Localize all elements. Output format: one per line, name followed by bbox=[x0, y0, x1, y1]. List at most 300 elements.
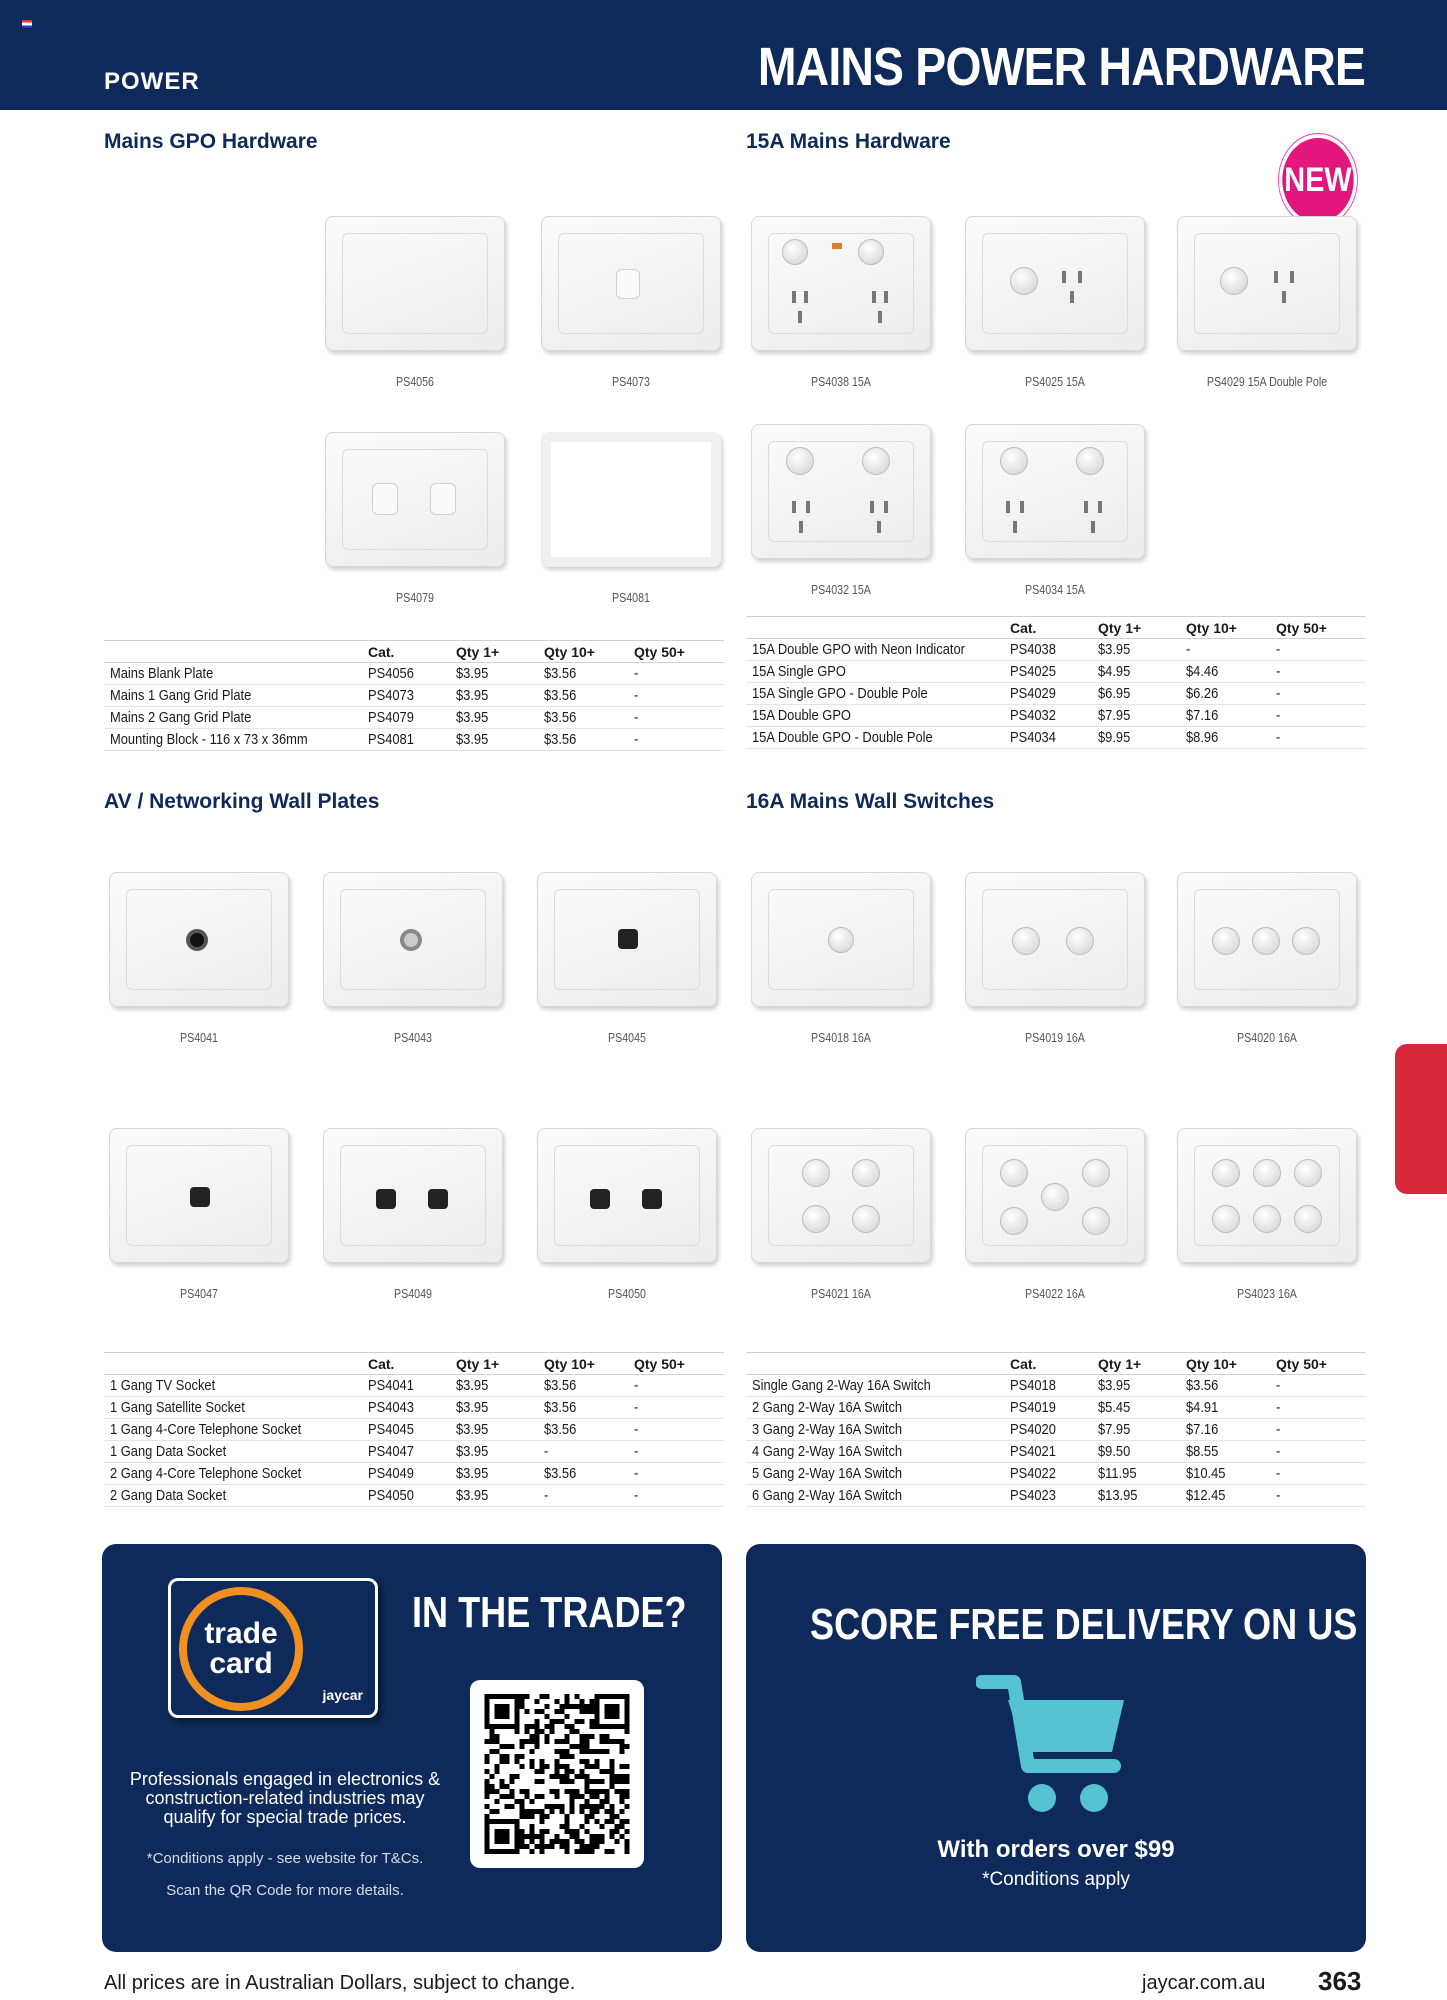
cell-qty1 bbox=[456, 1397, 544, 1419]
col-header-qty1: Qty 1+ bbox=[456, 1353, 544, 1375]
cell-text-cat: PS4018 bbox=[1010, 1377, 1056, 1394]
cell-text-cat: PS4050 bbox=[368, 1487, 414, 1504]
cell-text-qty1: $3.95 bbox=[456, 1465, 489, 1482]
cell-text-cat: PS4056 bbox=[368, 665, 414, 682]
table-row bbox=[746, 727, 1366, 749]
cell-desc bbox=[746, 1375, 1010, 1397]
cell-desc bbox=[104, 1397, 368, 1419]
price-disclaimer: All prices are in Australian Dollars, subject to change. bbox=[104, 1972, 576, 1994]
cell-text-qty10: - bbox=[544, 1443, 549, 1460]
cell-cat bbox=[1010, 1463, 1098, 1485]
cell-qty50 bbox=[634, 685, 724, 707]
cell-cat bbox=[368, 1397, 456, 1419]
cell-qty1 bbox=[456, 1375, 544, 1397]
cell-text-desc: 4 Gang 2-Way 16A Switch bbox=[752, 1443, 903, 1460]
table-row bbox=[746, 705, 1366, 727]
table-row bbox=[746, 683, 1366, 705]
cell-qty1 bbox=[1098, 727, 1186, 749]
cell-qty1 bbox=[456, 1485, 544, 1507]
cell-qty1 bbox=[1098, 661, 1186, 683]
cell-qty10 bbox=[1186, 683, 1276, 705]
product-code: PS4045 bbox=[608, 1030, 646, 1045]
cell-qty50 bbox=[1276, 1419, 1366, 1441]
cell-text-qty50: - bbox=[1276, 685, 1281, 702]
col-header-cat: Cat. bbox=[1010, 1353, 1098, 1375]
cell-qty50 bbox=[634, 1375, 724, 1397]
cell-text-qty50: - bbox=[1276, 707, 1281, 724]
cell-text-qty50: - bbox=[1276, 1487, 1281, 1504]
cell-text-qty50: - bbox=[1276, 663, 1281, 680]
cell-text-qty1: $3.95 bbox=[1098, 1377, 1131, 1394]
cell-qty1 bbox=[1098, 1397, 1186, 1419]
shopping-cart-icon bbox=[976, 1674, 1136, 1824]
cell-text-cat: PS4047 bbox=[368, 1443, 414, 1460]
cell-qty50 bbox=[634, 1441, 724, 1463]
product-code: PS4021 16A bbox=[811, 1286, 871, 1301]
cell-cat bbox=[1010, 1375, 1098, 1397]
six-gang-switch-image bbox=[1177, 1128, 1357, 1263]
cell-cat bbox=[368, 685, 456, 707]
cell-qty50 bbox=[1276, 1463, 1366, 1485]
table-row bbox=[746, 1485, 1366, 1507]
product-ps4018[interactable] bbox=[746, 872, 936, 1052]
product-ps4032[interactable] bbox=[746, 424, 936, 604]
cell-qty1 bbox=[1098, 1419, 1186, 1441]
trade-card-logo bbox=[168, 1578, 378, 1718]
table-row bbox=[746, 1419, 1366, 1441]
product-ps4020[interactable] bbox=[1172, 872, 1362, 1052]
cell-cat bbox=[1010, 661, 1098, 683]
cell-text-qty10: $12.45 bbox=[1186, 1487, 1226, 1504]
cell-text-qty10: $3.56 bbox=[1186, 1377, 1219, 1394]
cell-qty50 bbox=[1276, 705, 1366, 727]
cell-text-cat: PS4073 bbox=[368, 687, 414, 704]
product-code: PS4056 bbox=[396, 374, 434, 389]
col-header-cat: Cat. bbox=[368, 1353, 456, 1375]
trade-promo-panel[interactable] bbox=[102, 1544, 722, 1952]
cell-text-qty50: - bbox=[634, 1377, 639, 1394]
cell-text-qty10: $3.56 bbox=[544, 709, 577, 726]
product-ps4022[interactable] bbox=[960, 1128, 1150, 1308]
cell-text-cat: PS4029 bbox=[1010, 685, 1056, 702]
qr-code-icon bbox=[484, 1694, 630, 1854]
cell-text-qty1: $3.95 bbox=[456, 1443, 489, 1460]
cell-qty10 bbox=[1186, 1463, 1276, 1485]
cell-qty10 bbox=[544, 1419, 634, 1441]
three-gang-switch-image bbox=[1177, 872, 1357, 1007]
product-ps4073[interactable] bbox=[536, 216, 726, 396]
cell-qty1 bbox=[456, 1463, 544, 1485]
cell-cat bbox=[1010, 1441, 1098, 1463]
cell-qty10 bbox=[1186, 1485, 1276, 1507]
product-code: PS4020 16A bbox=[1237, 1030, 1297, 1045]
col-header-qty1: Qty 1+ bbox=[1098, 1353, 1186, 1375]
product-code: PS4034 15A bbox=[1025, 582, 1085, 597]
cell-text-cat: PS4019 bbox=[1010, 1399, 1056, 1416]
product-ps4081[interactable] bbox=[536, 432, 726, 612]
cell-qty50 bbox=[634, 707, 724, 729]
product-ps4029[interactable] bbox=[1172, 216, 1362, 396]
qr-code[interactable] bbox=[470, 1680, 644, 1868]
product-ps4019[interactable] bbox=[960, 872, 1150, 1052]
cell-text-qty10: $3.56 bbox=[544, 1421, 577, 1438]
page-number: 363 bbox=[1318, 1966, 1362, 1996]
tv-socket-image bbox=[109, 872, 289, 1007]
product-code: PS4029 15A Double Pole bbox=[1206, 374, 1328, 389]
cell-text-qty10: $3.56 bbox=[544, 665, 577, 682]
trade-card-line1: trade bbox=[204, 1617, 278, 1650]
cell-desc bbox=[746, 1441, 1010, 1463]
product-ps4056[interactable] bbox=[320, 216, 510, 396]
cell-cat bbox=[368, 663, 456, 685]
cell-qty50 bbox=[1276, 1375, 1366, 1397]
cell-qty1 bbox=[456, 1441, 544, 1463]
cell-qty10 bbox=[544, 1463, 634, 1485]
cell-qty1 bbox=[456, 729, 544, 751]
cell-cat bbox=[1010, 1485, 1098, 1507]
table-row bbox=[104, 685, 724, 707]
cell-cat bbox=[368, 729, 456, 751]
cell-text-desc: 15A Double GPO bbox=[752, 707, 851, 724]
website-link[interactable]: jaycar.com.au bbox=[1142, 1972, 1266, 1994]
col-header-qty50: Qty 50+ bbox=[634, 641, 724, 663]
cell-text-qty1: $3.95 bbox=[456, 1399, 489, 1416]
col-header-cat: Cat. bbox=[1010, 617, 1098, 639]
cell-text-qty50: - bbox=[1276, 729, 1281, 746]
cell-qty1 bbox=[1098, 683, 1186, 705]
cell-desc bbox=[104, 1375, 368, 1397]
cell-text-qty1: $9.50 bbox=[1098, 1443, 1131, 1460]
cell-text-qty1: $11.95 bbox=[1098, 1465, 1137, 1482]
cell-text-qty10: $4.91 bbox=[1186, 1399, 1219, 1416]
trade-card-brand: jaycar bbox=[322, 1687, 363, 1703]
trade-promo-scan: Scan the QR Code for more details. bbox=[166, 1882, 404, 1899]
cell-text-cat: PS4043 bbox=[368, 1399, 414, 1416]
section-title-av: AV / Networking Wall Plates bbox=[104, 790, 380, 813]
product-ps4079[interactable] bbox=[320, 432, 510, 612]
product-code: PS4079 bbox=[396, 590, 434, 605]
cell-text-qty50: - bbox=[634, 1421, 639, 1438]
cell-cat bbox=[368, 1441, 456, 1463]
trade-card-line2: card bbox=[209, 1647, 273, 1680]
cell-text-desc: 15A Double GPO - Double Pole bbox=[752, 729, 933, 746]
gpo-price-table bbox=[104, 640, 724, 751]
cell-text-qty1: $3.95 bbox=[456, 1487, 489, 1504]
product-code: PS4050 bbox=[608, 1286, 646, 1301]
product-ps4049[interactable] bbox=[318, 1128, 508, 1308]
col-header-qty50: Qty 50+ bbox=[1276, 617, 1366, 639]
four-gang-switch-image bbox=[751, 1128, 931, 1263]
trade-promo-title: IN THE TRADE? bbox=[412, 1588, 687, 1637]
product-code: PS4019 16A bbox=[1025, 1030, 1085, 1045]
cell-text-qty1: $3.95 bbox=[456, 1421, 489, 1438]
cell-desc bbox=[746, 1397, 1010, 1419]
fifteen-amp-price-table bbox=[746, 616, 1366, 749]
delivery-promo-conditions: *Conditions apply bbox=[982, 1869, 1130, 1890]
cell-text-qty50: - bbox=[634, 731, 639, 748]
cell-qty10 bbox=[1186, 1375, 1276, 1397]
cell-text-cat: PS4020 bbox=[1010, 1421, 1056, 1438]
cell-desc bbox=[104, 707, 368, 729]
product-ps4021[interactable] bbox=[746, 1128, 936, 1308]
cell-cat bbox=[1010, 1419, 1098, 1441]
product-code: PS4023 16A bbox=[1237, 1286, 1297, 1301]
product-code: PS4073 bbox=[612, 374, 650, 389]
cell-qty1 bbox=[1098, 1463, 1186, 1485]
cell-text-qty1: $7.95 bbox=[1098, 1421, 1131, 1438]
cell-desc bbox=[104, 685, 368, 707]
table-row bbox=[104, 663, 724, 685]
cell-text-qty1: $7.95 bbox=[1098, 707, 1131, 724]
cell-qty50 bbox=[634, 1419, 724, 1441]
cell-text-qty10: $3.56 bbox=[544, 1465, 577, 1482]
cell-qty50 bbox=[1276, 1485, 1366, 1507]
cell-text-qty50: - bbox=[634, 1487, 639, 1504]
av-price-table bbox=[104, 1352, 724, 1507]
col-header-qty1: Qty 1+ bbox=[1098, 617, 1186, 639]
page-title: MAINS POWER HARDWARE bbox=[757, 37, 1365, 97]
delivery-promo-panel[interactable] bbox=[746, 1544, 1366, 1952]
col-header-qty10: Qty 10+ bbox=[1186, 617, 1276, 639]
cell-text-desc: 15A Single GPO - Double Pole bbox=[752, 685, 928, 702]
cell-desc bbox=[104, 1419, 368, 1441]
cell-cat bbox=[368, 1463, 456, 1485]
cell-text-qty10: $7.16 bbox=[1186, 707, 1219, 724]
cell-qty10 bbox=[1186, 705, 1276, 727]
cell-cat bbox=[1010, 639, 1098, 661]
product-ps4023[interactable] bbox=[1172, 1128, 1362, 1308]
cell-text-desc: 2 Gang 4-Core Telephone Socket bbox=[110, 1465, 302, 1482]
table-row bbox=[746, 639, 1366, 661]
page-header bbox=[0, 0, 1447, 110]
cell-text-qty50: - bbox=[634, 1465, 639, 1482]
cell-desc bbox=[104, 1485, 368, 1507]
cell-text-qty10: $10.45 bbox=[1186, 1465, 1226, 1482]
cell-qty10 bbox=[544, 707, 634, 729]
product-code: PS4038 15A bbox=[811, 374, 871, 389]
one-gang-switch-image bbox=[751, 872, 931, 1007]
cell-desc bbox=[746, 1485, 1010, 1507]
cell-desc bbox=[104, 1441, 368, 1463]
cell-qty1 bbox=[1098, 705, 1186, 727]
product-ps4043[interactable] bbox=[318, 872, 508, 1052]
product-ps4047[interactable] bbox=[104, 1128, 294, 1308]
cell-desc bbox=[746, 705, 1010, 727]
cell-text-qty10: $8.55 bbox=[1186, 1443, 1219, 1460]
cell-text-desc: 1 Gang Data Socket bbox=[110, 1443, 227, 1460]
col-header-cat: Cat. bbox=[368, 641, 456, 663]
cell-text-qty10: $3.56 bbox=[544, 1377, 577, 1394]
table-row bbox=[746, 1441, 1366, 1463]
cell-text-qty50: - bbox=[1276, 1399, 1281, 1416]
cell-qty10 bbox=[1186, 1419, 1276, 1441]
cell-qty1 bbox=[1098, 1485, 1186, 1507]
trade-promo-conditions: *Conditions apply - see website for T&Cs. bbox=[146, 1850, 424, 1867]
cell-qty10 bbox=[544, 1441, 634, 1463]
table-row bbox=[104, 1441, 724, 1463]
cell-text-desc: 2 Gang Data Socket bbox=[110, 1487, 227, 1504]
cell-text-desc: 15A Single GPO bbox=[752, 663, 846, 680]
product-ps4050[interactable] bbox=[532, 1128, 722, 1308]
cell-qty50 bbox=[634, 663, 724, 685]
cell-desc bbox=[104, 729, 368, 751]
cell-text-qty50: - bbox=[634, 1443, 639, 1460]
telephone-socket-image bbox=[537, 872, 717, 1007]
cell-text-desc: 6 Gang 2-Way 16A Switch bbox=[752, 1487, 903, 1504]
cell-qty10 bbox=[544, 1375, 634, 1397]
cell-text-desc: 2 Gang 2-Way 16A Switch bbox=[752, 1399, 903, 1416]
cell-qty10 bbox=[1186, 727, 1276, 749]
cell-qty10 bbox=[1186, 639, 1276, 661]
cell-text-desc: Mains 2 Gang Grid Plate bbox=[110, 709, 252, 726]
cell-text-qty10: $3.56 bbox=[544, 731, 577, 748]
grid-plate-image bbox=[541, 216, 721, 351]
col-header-qty50: Qty 50+ bbox=[634, 1353, 724, 1375]
cell-qty1 bbox=[456, 685, 544, 707]
col-header-qty10: Qty 10+ bbox=[544, 1353, 634, 1375]
cell-cat bbox=[1010, 727, 1098, 749]
cell-cat bbox=[368, 1375, 456, 1397]
double-gpo-neon-image bbox=[751, 216, 931, 351]
chapter-tab[interactable] bbox=[1395, 1044, 1447, 1194]
cell-cat bbox=[1010, 705, 1098, 727]
cell-text-qty1: $3.95 bbox=[456, 709, 489, 726]
cell-qty1 bbox=[1098, 1441, 1186, 1463]
cell-qty10 bbox=[1186, 1441, 1276, 1463]
product-ps4038[interactable] bbox=[746, 216, 936, 396]
product-ps4034[interactable] bbox=[960, 424, 1150, 604]
cell-text-qty1: $4.95 bbox=[1098, 663, 1131, 680]
cell-text-qty10: $3.56 bbox=[544, 1399, 577, 1416]
cell-qty50 bbox=[1276, 1397, 1366, 1419]
cell-desc bbox=[746, 1419, 1010, 1441]
cell-text-cat: PS4045 bbox=[368, 1421, 414, 1438]
single-gpo-double-pole-image bbox=[1177, 216, 1357, 351]
cell-qty50 bbox=[1276, 727, 1366, 749]
cell-qty10 bbox=[544, 685, 634, 707]
table-row bbox=[746, 1397, 1366, 1419]
cell-text-qty1: $3.95 bbox=[1098, 641, 1131, 658]
product-code: PS4022 16A bbox=[1025, 1286, 1085, 1301]
cell-qty1 bbox=[456, 1419, 544, 1441]
cell-desc bbox=[746, 683, 1010, 705]
product-code: PS4047 bbox=[180, 1286, 218, 1301]
cell-text-desc: 3 Gang 2-Way 16A Switch bbox=[752, 1421, 903, 1438]
cell-text-desc: Mounting Block - 116 x 73 x 36mm bbox=[110, 731, 308, 748]
table-row bbox=[104, 1375, 724, 1397]
data-socket-image bbox=[109, 1128, 289, 1263]
product-code: PS4032 15A bbox=[811, 582, 871, 597]
satellite-socket-image bbox=[323, 872, 503, 1007]
section-title-gpo: Mains GPO Hardware bbox=[104, 130, 318, 153]
cell-text-qty50: - bbox=[634, 687, 639, 704]
cell-text-desc: 1 Gang Satellite Socket bbox=[110, 1399, 245, 1416]
delivery-promo-subtitle: With orders over $99 bbox=[937, 1836, 1175, 1863]
cell-text-qty10: $6.26 bbox=[1186, 685, 1219, 702]
cell-text-cat: PS4021 bbox=[1010, 1443, 1056, 1460]
cell-text-desc: Mains Blank Plate bbox=[110, 665, 214, 682]
cell-text-cat: PS4049 bbox=[368, 1465, 414, 1482]
table-row bbox=[746, 1463, 1366, 1485]
flag-icon bbox=[22, 20, 32, 28]
cell-text-qty1: $3.95 bbox=[456, 1377, 489, 1394]
product-code: PS4049 bbox=[394, 1286, 432, 1301]
grid-plate-image bbox=[325, 432, 505, 567]
col-header-qty1: Qty 1+ bbox=[456, 641, 544, 663]
cell-text-qty1: $5.45 bbox=[1098, 1399, 1131, 1416]
cell-qty1 bbox=[456, 663, 544, 685]
cell-cat bbox=[1010, 683, 1098, 705]
cell-cat bbox=[1010, 1397, 1098, 1419]
cell-desc bbox=[104, 663, 368, 685]
two-gang-data-image bbox=[537, 1128, 717, 1263]
product-ps4025[interactable] bbox=[960, 216, 1150, 396]
cell-text-qty1: $9.95 bbox=[1098, 729, 1131, 746]
cell-qty1 bbox=[456, 707, 544, 729]
cell-text-cat: PS4025 bbox=[1010, 663, 1056, 680]
product-ps4041[interactable] bbox=[104, 872, 294, 1052]
product-code: PS4043 bbox=[394, 1030, 432, 1045]
col-header-qty10: Qty 10+ bbox=[544, 641, 634, 663]
cell-text-cat: PS4038 bbox=[1010, 641, 1056, 658]
cell-text-qty10: $3.56 bbox=[544, 687, 577, 704]
cell-text-qty1: $3.95 bbox=[456, 731, 489, 748]
five-gang-switch-image bbox=[965, 1128, 1145, 1263]
product-code: PS4041 bbox=[180, 1030, 218, 1045]
table-row bbox=[746, 661, 1366, 683]
cell-text-qty50: - bbox=[634, 1399, 639, 1416]
cell-text-qty1: $6.95 bbox=[1098, 685, 1131, 702]
product-code: PS4081 bbox=[612, 590, 650, 605]
cell-text-qty50: - bbox=[1276, 1443, 1281, 1460]
col-header-qty10: Qty 10+ bbox=[1186, 1353, 1276, 1375]
cell-text-qty10: - bbox=[1186, 641, 1191, 658]
table-row bbox=[104, 729, 724, 751]
single-gpo-image bbox=[965, 216, 1145, 351]
product-ps4045[interactable] bbox=[532, 872, 722, 1052]
cell-qty10 bbox=[544, 1397, 634, 1419]
product-code: PS4025 15A bbox=[1025, 374, 1085, 389]
cell-text-qty50: - bbox=[1276, 641, 1281, 658]
cell-qty10 bbox=[544, 1485, 634, 1507]
cell-qty10 bbox=[544, 663, 634, 685]
cell-text-qty50: - bbox=[634, 709, 639, 726]
cell-qty50 bbox=[1276, 639, 1366, 661]
cell-text-cat: PS4079 bbox=[368, 709, 414, 726]
cell-qty50 bbox=[1276, 1441, 1366, 1463]
cell-cat bbox=[368, 1419, 456, 1441]
section-title-15a: 15A Mains Hardware bbox=[746, 130, 951, 153]
two-gang-switch-image bbox=[965, 872, 1145, 1007]
sixteen-amp-price-table bbox=[746, 1352, 1366, 1507]
trade-promo-body: Professionals engaged in electronics & construction-related industries may qualify for special trade prices. bbox=[129, 1769, 441, 1827]
cell-cat bbox=[368, 1485, 456, 1507]
cell-qty1 bbox=[1098, 639, 1186, 661]
cell-text-cat: PS4023 bbox=[1010, 1487, 1056, 1504]
two-gang-telephone-image bbox=[323, 1128, 503, 1263]
cell-text-desc: Mains 1 Gang Grid Plate bbox=[110, 687, 252, 704]
cell-text-qty50: - bbox=[1276, 1465, 1281, 1482]
double-gpo-double-pole-image bbox=[965, 424, 1145, 559]
cell-text-cat: PS4022 bbox=[1010, 1465, 1056, 1482]
cell-text-qty1: $3.95 bbox=[456, 665, 489, 682]
cell-text-desc: Single Gang 2-Way 16A Switch bbox=[752, 1377, 931, 1394]
section-label: POWER bbox=[104, 68, 200, 95]
double-gpo-image bbox=[751, 424, 931, 559]
cell-text-cat: PS4034 bbox=[1010, 729, 1056, 746]
cell-text-desc: 1 Gang TV Socket bbox=[110, 1377, 216, 1394]
cell-text-cat: PS4032 bbox=[1010, 707, 1056, 724]
